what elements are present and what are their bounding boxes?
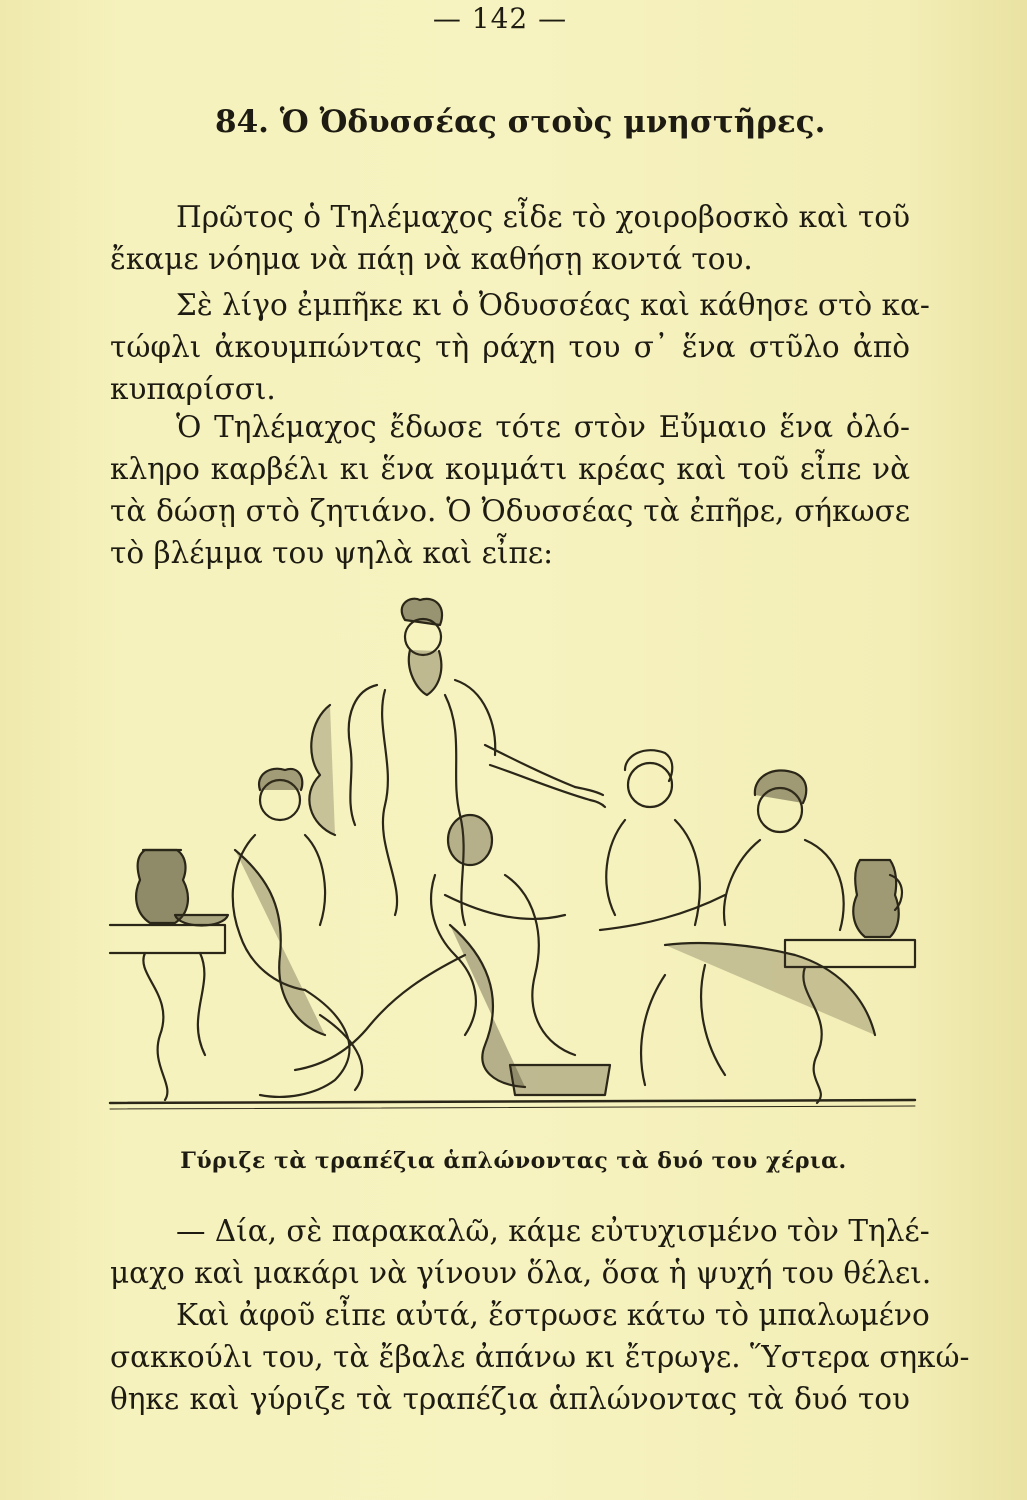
paragraph-2: [110, 284, 930, 410]
text-line: τὸ βλέμμα του ψηλὰ καὶ εἶπε:: [110, 536, 554, 570]
text-line: Ὁ Τηλέμαχος ἔδωσε τότε στὸν Εὔμαιο ἕνα ὁλό-: [176, 410, 910, 444]
chapter-heading: 84. Ὁ Ὀδυσσέας στοὺς μνηστῆρες.: [215, 104, 826, 140]
paragraph-3: [110, 406, 910, 574]
text-line: Πρῶτος ὁ Τηλέμαχος εἶδε τὸ χοιροβοσκὸ καὶ τοῦ: [176, 200, 910, 234]
paragraph-5: [110, 1294, 970, 1420]
text-line: Καὶ ἀφοῦ εἶπε αὐτά, ἔστρωσε κάτω τὸ μπαλωμένο: [176, 1298, 930, 1332]
text-line: τὰ δώσῃ στὸ ζητιάνο. Ὁ Ὀδυσσέας τὰ ἐπῆρε, σήκωσε: [110, 494, 910, 528]
text-line: κυπαρίσσι.: [110, 372, 276, 406]
banquet-engraving-icon: [105, 595, 920, 1125]
paragraph-4: [110, 1210, 932, 1294]
text-line: ἔκαμε νόημα νὰ πάῃ νὰ καθήσῃ κοντά του.: [110, 242, 753, 276]
text-line: μαχο καὶ μακάρι νὰ γίνουν ὅλα, ὅσα ἡ ψυχή του θέλει.: [110, 1256, 932, 1290]
page-number: — 142 —: [432, 2, 568, 35]
text-line: τώφλι ἀκουμπώντας τὴ ράχη του σ᾽ ἕνα στῦλο ἀπὸ: [110, 330, 910, 364]
text-line: σακκούλι του, τὰ ἔβαλε ἀπάνω κι ἔτρωγε. Ὕστερα σηκώ-: [110, 1340, 970, 1374]
text-line: κληρο καρβέλι κι ἕνα κομμάτι κρέας καὶ τοῦ εἶπε νὰ: [110, 452, 910, 486]
text-line: Σὲ λίγο ἐμπῆκε κι ὁ Ὀδυσσέας καὶ κάθησε στὸ κα-: [176, 288, 930, 322]
text-line: — Δία, σὲ παρακαλῶ, κάμε εὐτυχισμένο τὸν Τηλέ-: [176, 1214, 930, 1248]
paragraph-1: [110, 196, 910, 280]
text-line: θηκε καὶ γύριζε τὰ τραπέζια ἁπλώνοντας τὰ δυό του: [110, 1382, 910, 1416]
illustration-caption: Γύριζε τὰ τραπέζια ἁπλώνοντας τὰ δυό του χέρια.: [180, 1148, 847, 1174]
